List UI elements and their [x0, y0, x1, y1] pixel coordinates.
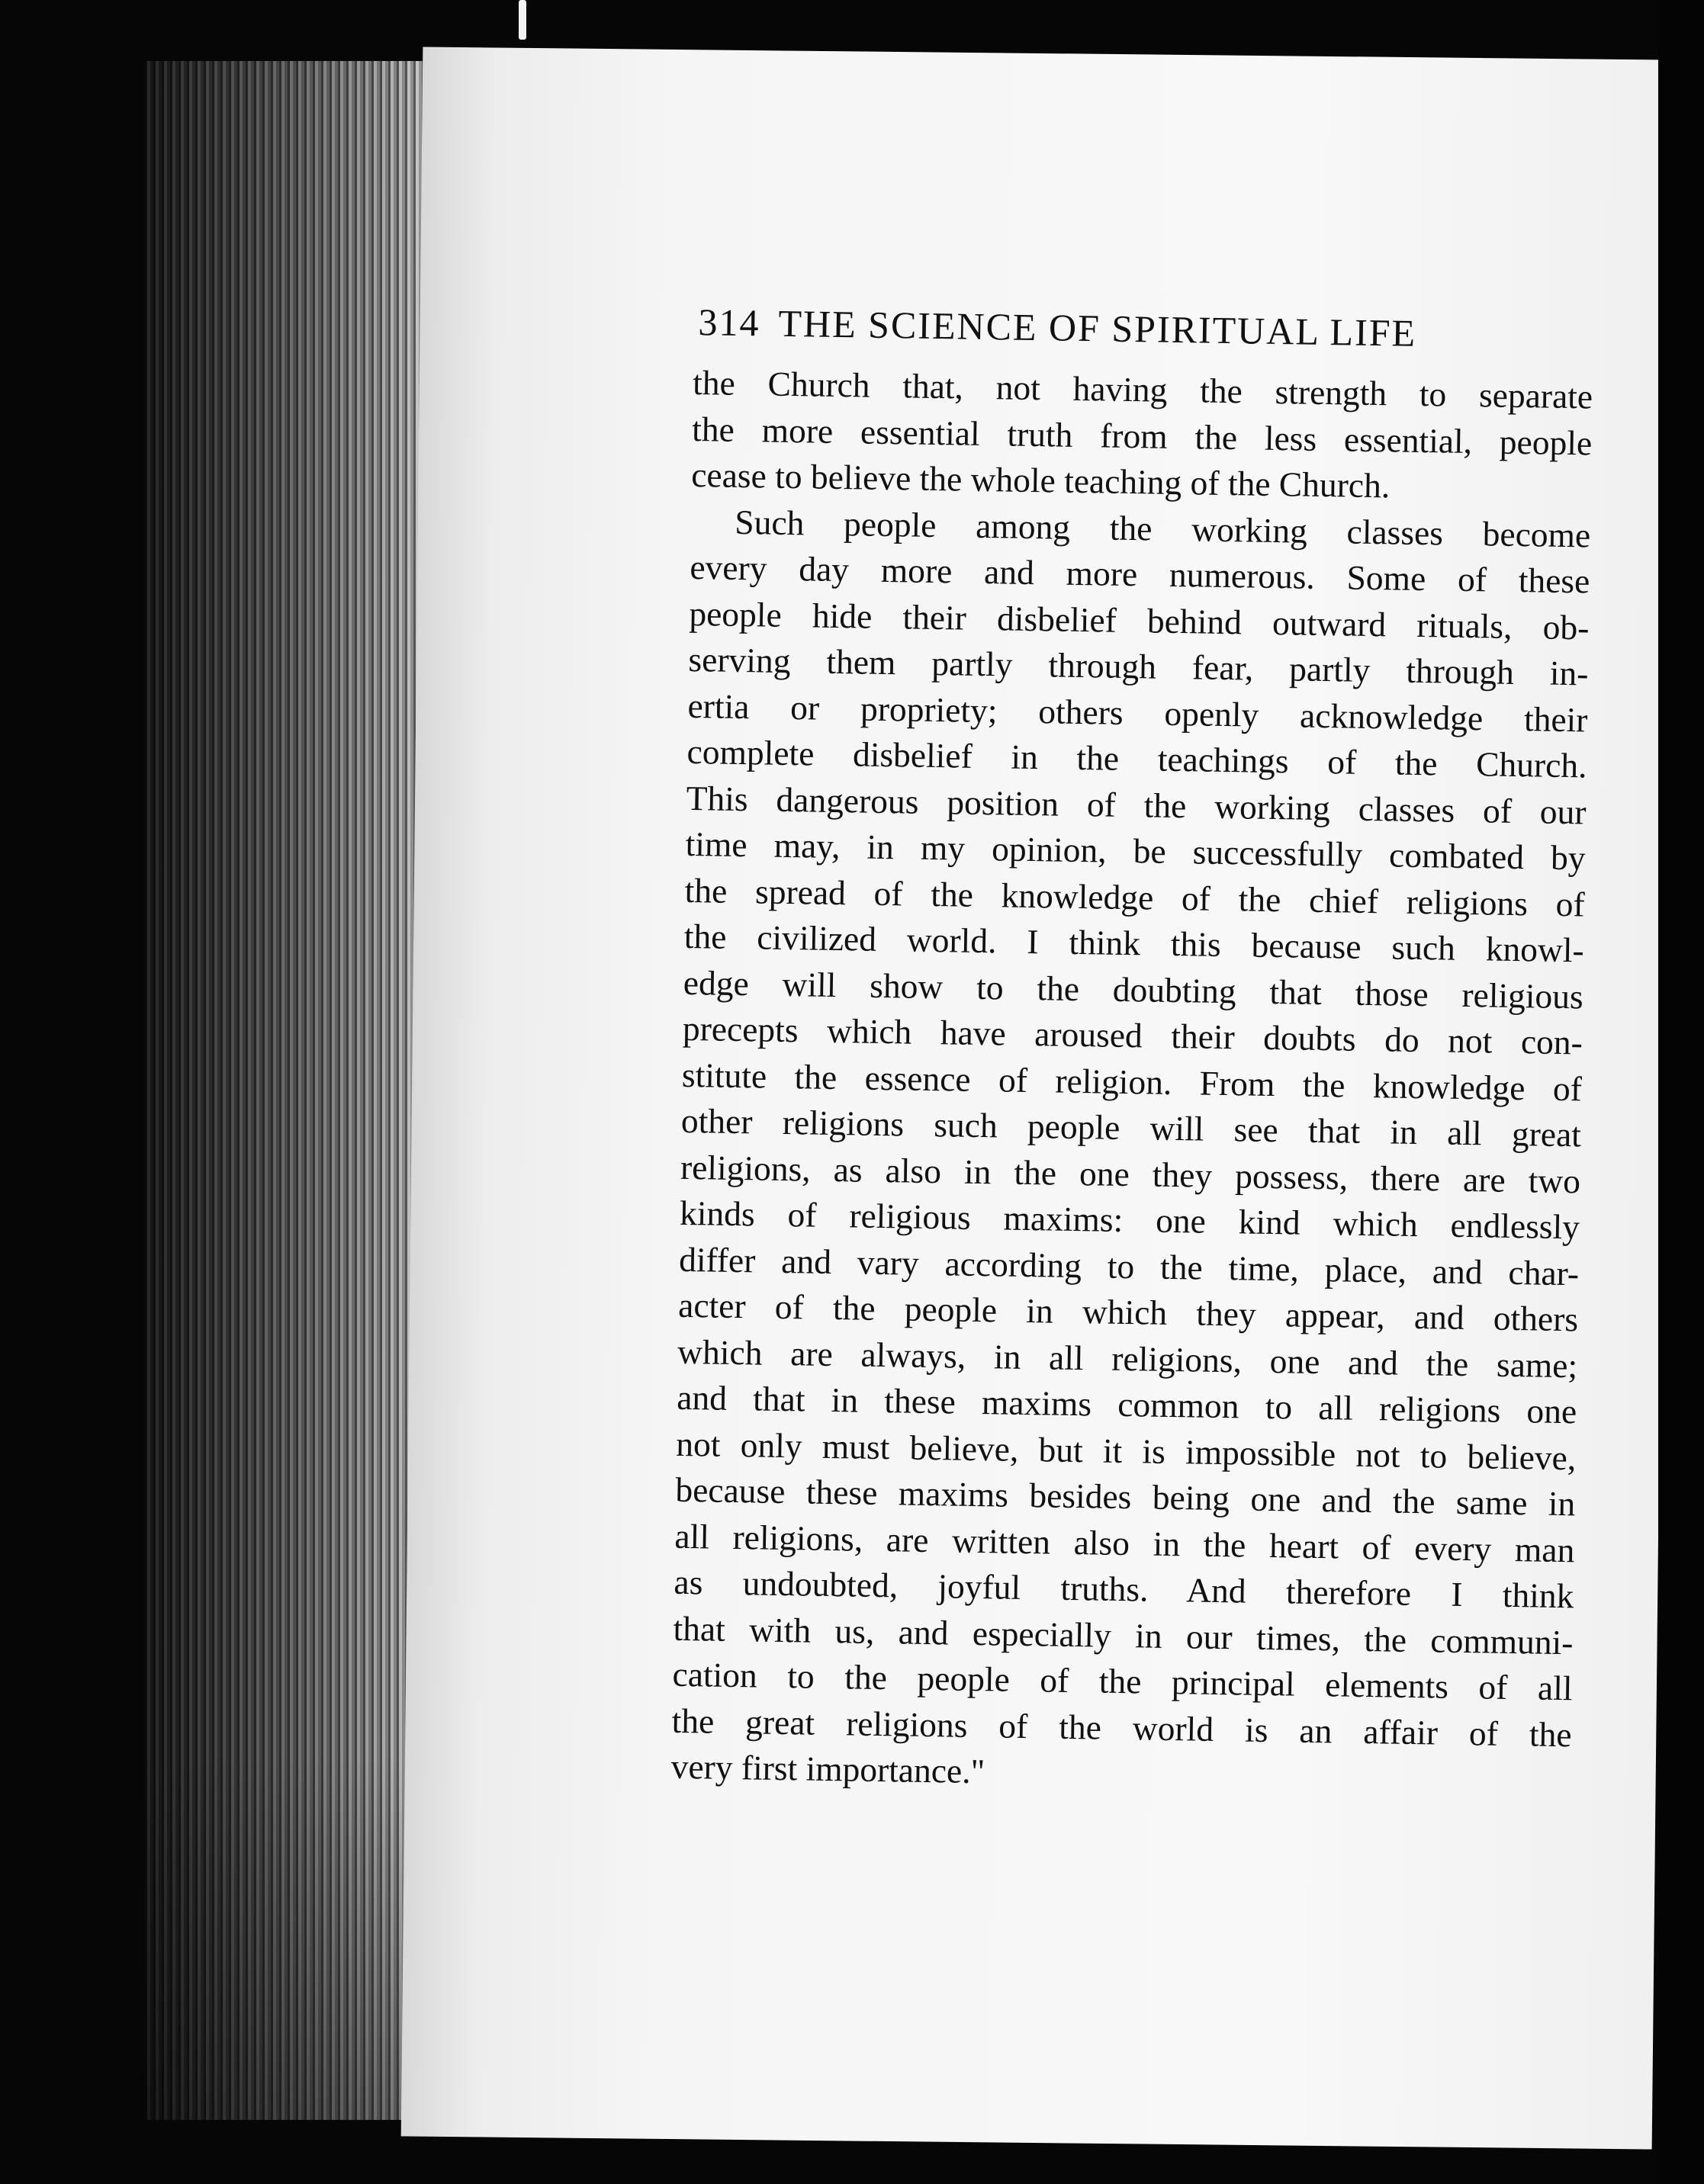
text-line: the more essential truth from the less essential, people — [691, 409, 1593, 463]
text-line: which are always, in all religions, one and the same; — [677, 1331, 1578, 1385]
text-line: the civilized world. I think this because such knowl- — [683, 916, 1585, 970]
text-line: acter of the people in which they appear, and others — [677, 1285, 1579, 1339]
text-line: This dangerous position of the working classes of our — [686, 778, 1587, 831]
scan-top-mark — [519, 0, 526, 40]
gutter-shadow — [145, 1754, 427, 2120]
text-line: because these maxims besides being one and the same in — [675, 1469, 1576, 1524]
text-line: precepts which have aroused their doubts do not con- — [682, 1008, 1583, 1062]
text-line: very first importance." — [670, 1746, 985, 1791]
text-line: the great religions of the world is an affair of the — [671, 1701, 1572, 1754]
text-line: the spread of the knowledge of the chief religions of — [684, 870, 1586, 923]
page-number: 314 — [698, 300, 760, 345]
text-line: all religions, are written also in the heart of every man — [674, 1516, 1575, 1569]
text-line: ertia or propriety; others openly acknowledge their — [687, 686, 1588, 739]
text-line: not only must believe, but it is impossible not to believe, — [675, 1424, 1577, 1477]
text-line: Such people among the working classes become — [734, 502, 1591, 554]
text-line: kinds of religious maxims: one kind which endlessly — [679, 1193, 1580, 1247]
text-line: serving them partly through fear, partly through in- — [688, 639, 1589, 693]
text-line: every day more and more numerous. Some of these — [690, 547, 1590, 601]
text-line: the Church that, not having the strength to separate — [692, 362, 1593, 416]
text-line: edge will show to the doubting that those religious — [683, 962, 1584, 1016]
text-line: people hide their disbelief behind outward rituals, ob- — [689, 593, 1590, 647]
text-line: differ and vary according to the time, place, and char- — [678, 1239, 1580, 1293]
text-line: other religions such people will see that in all great — [680, 1100, 1582, 1155]
text-line: cation to the people of the principal elements of all — [672, 1654, 1573, 1708]
text-line: that with us, and especially in our times, the communi- — [673, 1608, 1574, 1662]
text-line: cease to believe the whole teaching of the Church. — [690, 454, 1391, 506]
page-text-block — [670, 297, 1594, 1804]
text-line: and that in these maxims common to all religions one — [676, 1377, 1577, 1431]
text-line: stitute the essence of religion. From the knowledge of — [681, 1055, 1583, 1108]
scan-right-edge — [1658, 0, 1704, 2184]
text-line: complete disbelief in the teachings of the Church. — [686, 731, 1587, 785]
text-line: religions, as also in the one they possess, there are two — [680, 1147, 1581, 1200]
text-line: time may, in my opinion, be successfully combated by — [685, 824, 1587, 878]
running-head-title: THE SCIENCE OF SPIRITUAL LIFE — [778, 301, 1417, 355]
text-line: as undoubted, joyful truths. And therefore I think — [674, 1562, 1574, 1616]
